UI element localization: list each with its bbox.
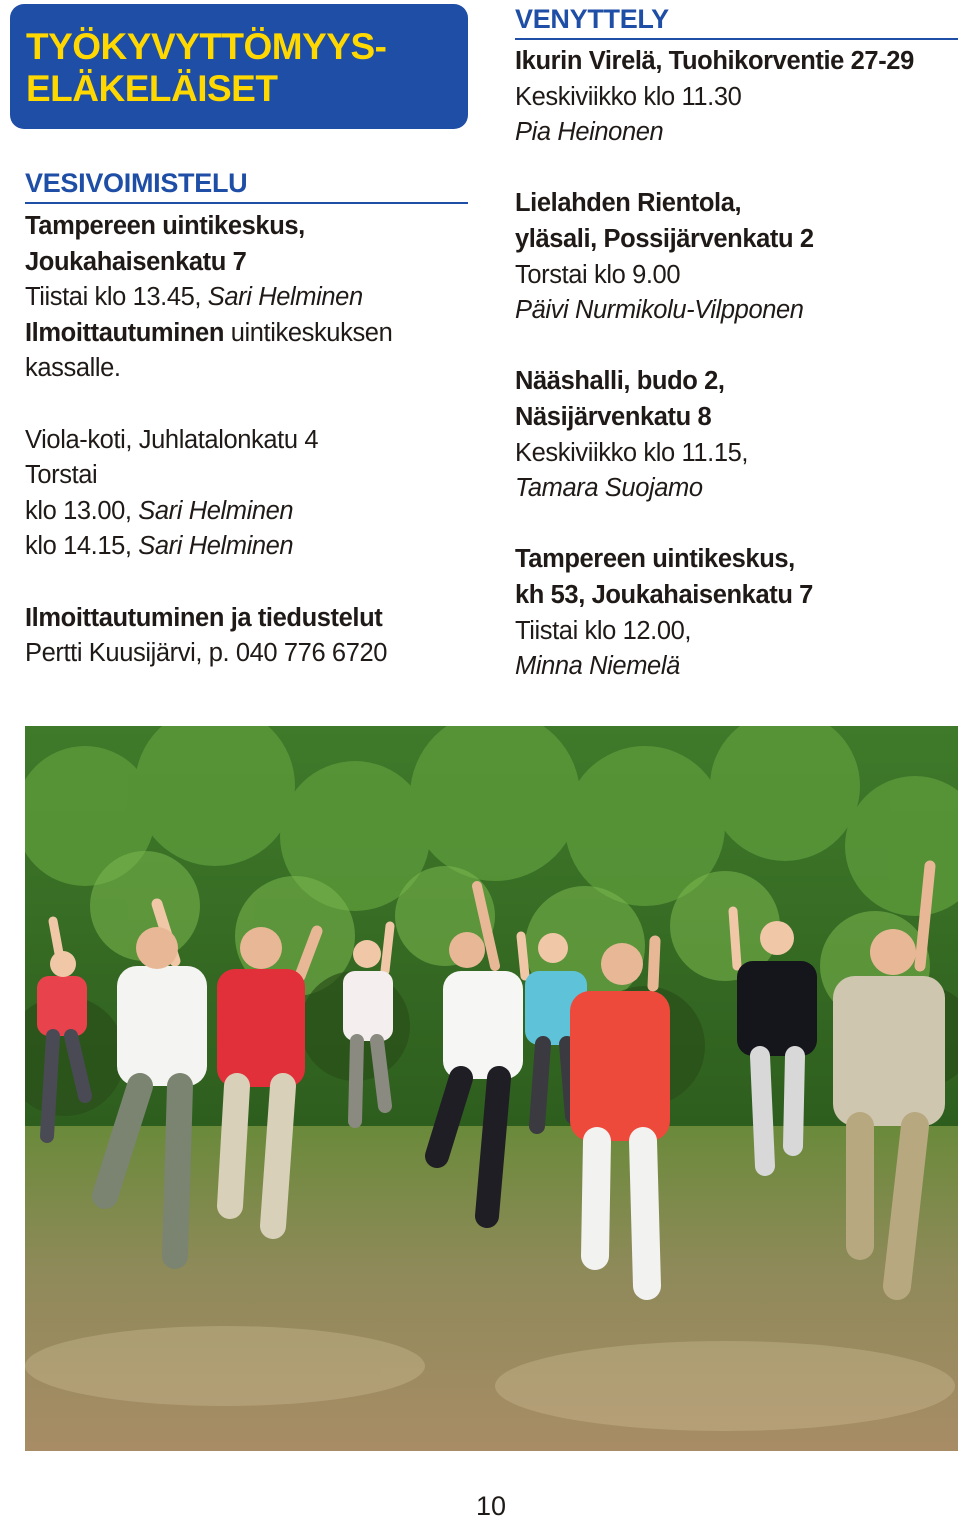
right-b2-line-3: Torstai klo 9.00 [515,260,681,289]
left-b1-line-4 [25,316,392,352]
left-b2-line-1: Viola-koti, Juhlatalonkatu 4 [25,425,319,454]
right-b2-line-2: yläsali, Possijärvenkatu 2 [515,224,814,253]
left-b1-line-2: Joukahaisenkatu 7 [25,247,247,276]
registration-text: uintikeskuksen [224,318,393,347]
left-b1-line-1: Tampereen uintikeskus, [25,212,305,240]
heading-venyttely: VENYTTELY [515,0,958,40]
left-b2-line-2: Torstai [25,461,98,490]
banner-title-line-1: TYÖKYVYTTÖMYYS- [26,26,387,67]
page-number: 10 [475,1491,507,1521]
time-text: klo 14.15, [25,532,139,561]
right-b4-line-3: Tiistai klo 12.00, [515,616,692,645]
right-b4-line-2: kh 53, Joukahaisenkatu 7 [515,580,813,609]
right-column [515,44,914,685]
right-b1-line-2: Keskiviikko klo 11.30 [515,82,742,111]
registration-label: Ilmoittautuminen [25,318,225,347]
right-b2-line-1: Lielahden Rientola, [515,189,742,218]
right-b1-line-3: Pia Heinonen [515,118,664,147]
instructor-name: Sari Helminen [138,532,294,561]
banner-title-line-2: ELÄKELÄISET [26,68,278,109]
instructor-name: Sari Helminen [207,283,363,312]
instructor-name: Sari Helminen [138,496,294,525]
right-b3-line-3: Keskiviikko klo 11.15, [515,438,749,467]
left-column [25,209,392,672]
group-exercise-photo [25,726,958,1451]
right-b2-line-4: Päivi Nurmikolu-Vilpponen [515,296,804,325]
left-b3-line-1: Ilmoittautuminen ja tiedustelut [25,603,383,632]
left-b3-line-2: Pertti Kuusijärvi, p. 040 776 6720 [25,639,388,668]
right-b1-line-1: Ikurin Virelä, Tuohikorventie 27-29 [515,47,914,75]
left-b2-line-4 [25,529,392,565]
left-b2-line-3 [25,494,392,530]
heading-vesivoimistelu: VESIVOIMISTELU [25,166,468,204]
right-b4-line-4: Minna Niemelä [515,652,680,681]
right-b3-line-1: Nääshalli, budo 2, [515,367,725,396]
left-b1-line-5: kassalle. [25,354,121,383]
time-text: klo 13.00, [25,496,139,525]
right-b3-line-2: Näsijärvenkatu 8 [515,402,712,431]
right-b3-line-4: Tamara Suojamo [515,474,703,503]
right-b4-line-1: Tampereen uintikeskus, [515,545,795,574]
time-text: Tiistai klo 13.45, [25,283,208,312]
section-banner [10,4,468,129]
left-b1-line-3 [25,280,392,316]
